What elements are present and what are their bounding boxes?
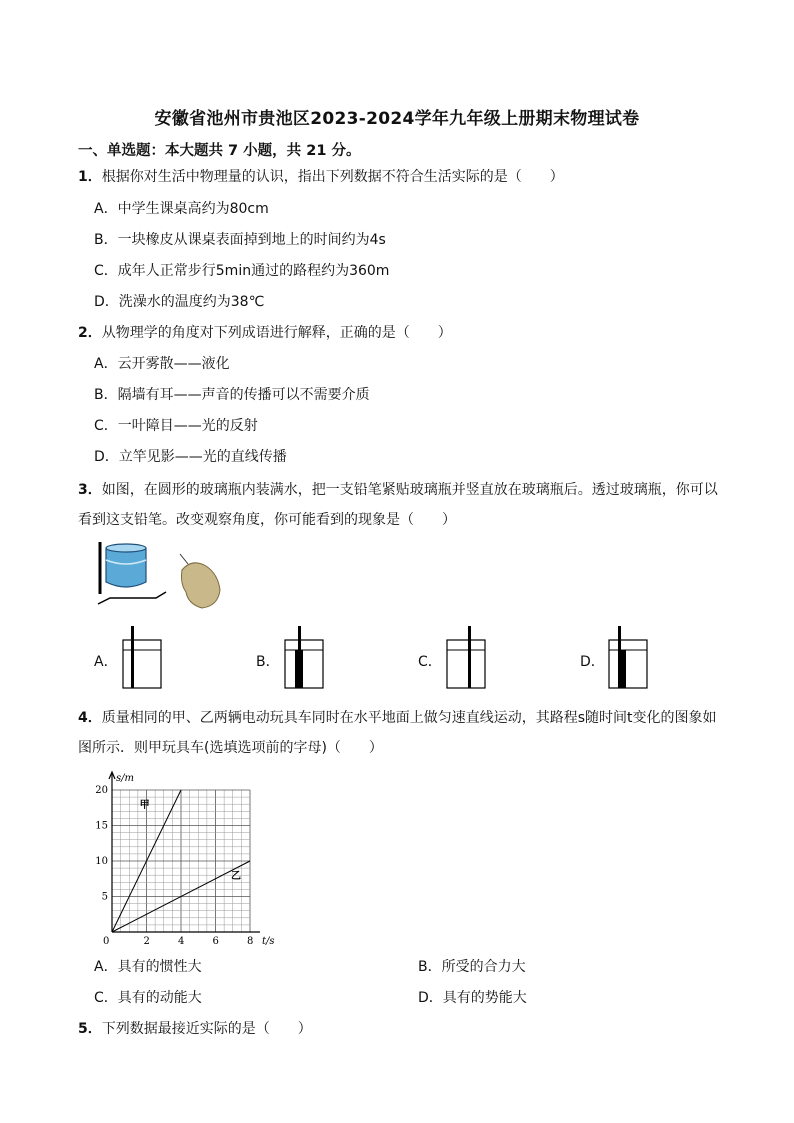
section-heading: 一、单选题：本大题共 7 小题，共 21 分。 (78, 143, 361, 159)
series-label-jia: 甲 (139, 799, 150, 811)
x-axis-label: t/s (262, 936, 275, 947)
q3-illustration (94, 538, 230, 612)
q1-option-c: C．成年人正常步行5min通过的路程约为360m (94, 263, 390, 279)
q3-option-b-figure (284, 624, 326, 690)
q1-text: 根据你对生活中物理量的认识，指出下列数据不符合生活实际的是（ ） (101, 169, 564, 185)
q4-stem-line1 (78, 707, 717, 727)
q5-number: 5． (78, 1021, 102, 1037)
x-tick-label: 2 (143, 936, 150, 947)
y-tick-label: 10 (95, 856, 108, 867)
q4-stem-line2: 图所示．则甲玩具车(选填选项前的字母)（ ） (78, 740, 383, 756)
y-axis-label: s/m (116, 773, 134, 784)
series-label-yi: 乙 (231, 870, 242, 882)
q2-stem (78, 322, 452, 342)
q2-option-d: D．立竿见影——光的直线传播 (94, 449, 287, 465)
glass-jar (106, 548, 146, 587)
q3-option-a-figure (122, 624, 164, 690)
hand-eye-figure (182, 563, 221, 608)
q3-option-c-figure (446, 624, 488, 690)
y-tick-label: 20 (95, 785, 108, 796)
table-line (98, 592, 166, 604)
q3-option-a-label: A． (94, 654, 118, 670)
q1-stem (78, 166, 564, 186)
x-tick-label: 0 (103, 936, 110, 947)
x-tick-label: 8 (247, 936, 254, 947)
q3-option-c-label: C． (418, 654, 442, 670)
q4-option-b: B．所受的合力大 (418, 959, 526, 975)
q3-option-d-figure (608, 624, 650, 690)
q2-number: 2． (78, 325, 102, 341)
q1-number: 1． (78, 169, 102, 185)
q4-number: 4． (78, 710, 102, 726)
x-tick-label: 4 (178, 936, 185, 947)
q2-text: 从物理学的角度对下列成语进行解释，正确的是（ ） (101, 325, 452, 341)
q4-option-d: D．具有的势能大 (418, 990, 527, 1006)
q3-number: 3． (78, 482, 102, 498)
sight-line (180, 554, 188, 564)
y-tick-label: 15 (95, 820, 108, 832)
q2-option-a: A．云开雾散——液化 (94, 356, 230, 372)
q4-option-a: A．具有的惯性大 (94, 959, 202, 975)
q5-text: 下列数据最接近实际的是（ ） (101, 1021, 312, 1037)
page-title: 安徽省池州市贵池区2023-2024学年九年级上册期末物理试卷 (154, 109, 640, 129)
glass-jar-top (106, 544, 146, 552)
q3-text-1: 如图，在圆形的玻璃瓶内装满水，把一支铅笔紧贴玻璃瓶并竖直放在玻璃瓶后。透过玻璃瓶，你可以 (101, 482, 718, 498)
q1-option-a: A．中学生课桌高约为80cm (94, 201, 269, 217)
q5-stem (78, 1018, 312, 1038)
q3-stem-line1 (78, 479, 718, 499)
q2-option-c: C．一叶障目——光的反射 (94, 418, 258, 434)
q3-option-b-label: B． (256, 654, 280, 670)
q4-st-graph (88, 768, 288, 948)
q4-text-1: 质量相同的甲、乙两辆电动玩具车同时在水平地面上做匀速直线运动，其路程s随时间t变化的图象如 (101, 710, 717, 726)
y-tick-label: 5 (101, 891, 108, 903)
q4-option-c: C．具有的动能大 (94, 990, 202, 1006)
q1-option-d: D．洗澡水的温度约为38℃ (94, 294, 265, 310)
x-tick-label: 6 (212, 936, 219, 947)
q3-stem-line2: 看到这支铅笔。改变观察角度，你可能看到的现象是（ ） (78, 512, 456, 528)
q3-option-d-label: D． (580, 654, 605, 670)
q1-option-b: B．一块橡皮从课桌表面掉到地上的时间约为4s (94, 232, 386, 248)
q2-option-b: B．隔墙有耳——声音的传播可以不需要介质 (94, 387, 370, 403)
